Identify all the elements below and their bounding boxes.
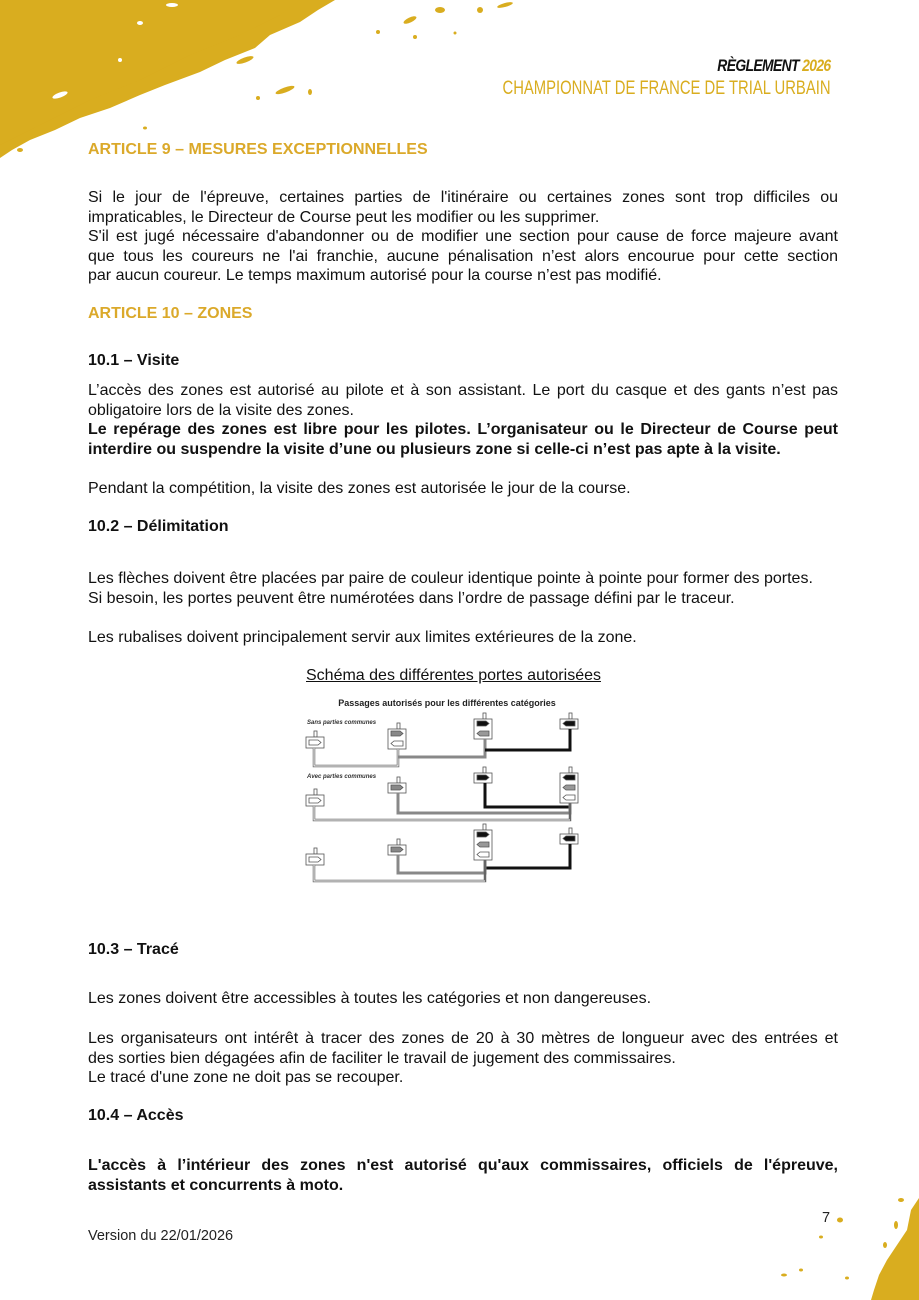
section-10-1-bold-paragraph: Le repérage des zones est libre pour les pilotes. L’organisateur ou le Directeur de Course peut interdire ou suspendre la visite d’une ou plusieurs zone si celle-ci n’est pas apte à la visite. — [88, 421, 838, 458]
gates-diagram — [302, 693, 592, 888]
regulation-title-main: RÈGLEMENT — [717, 56, 800, 75]
section-10-1-paragraph-2: Pendant la compétition, la visite des zones est autorisée le jour de la course. — [88, 480, 631, 497]
section-10-4-title: 10.4 – Accès — [88, 1107, 184, 1124]
article-9-title: ARTICLE 9 – MESURES EXCEPTIONNELLES — [88, 141, 428, 158]
regulation-title — [486, 56, 831, 76]
section-10-2-paragraph: Les flèches doivent être placées par paire de couleur identique pointe à pointe pour former des portes. Si besoin, les portes peuvent être numérotées dans l’ordre de passage défini par le traceur. — [88, 570, 813, 607]
championship-subtitle: CHAMPIONNAT DE FRANCE DE TRIAL URBAIN — [502, 78, 831, 99]
article-9-paragraph: Si le jour de l'épreuve, certaines parties de l'itinéraire ou certaines zones sont trop difficiles ou impraticables, le Directeur de Course peut les modifier ou les supprimer. S'il est jugé nécessaire d'abandonner ou de modifier une section pour cause de force majeure avant que tous les coureurs ne l'ai franchie, aucune pénalisation n’est alors encourue pour cette section par aucun coureur. Le temps maximum autorisé pour la course n’est pas modifié. — [88, 189, 838, 284]
diagram-label-row2: Avec parties communes — [307, 774, 377, 780]
schema-caption: Schéma des différentes portes autorisées — [306, 667, 601, 684]
document-header — [410, 56, 831, 100]
footer-version: Version du 22/01/2026 — [88, 1228, 234, 1244]
regulation-year: 2026 — [802, 56, 831, 75]
article-10-title: ARTICLE 10 – ZONES — [88, 305, 253, 322]
section-10-3-title: 10.3 – Tracé — [88, 941, 179, 958]
section-10-4-paragraph: L'accès à l’intérieur des zones n'est autorisé qu'aux commissaires, officiels de l'épreuve, assistants et concurrents à moto. — [88, 1157, 838, 1194]
paint-splash-decoration-bottom — [779, 1190, 919, 1300]
section-10-3-paragraph: Les zones doivent être accessibles à toutes les catégories et non dangereuses. — [88, 990, 652, 1007]
page-number: 7 — [822, 1210, 831, 1226]
section-10-1-title: 10.1 – Visite — [88, 352, 180, 369]
section-10-3-paragraph-2: Les organisateurs ont intérêt à tracer des zones de 20 à 30 mètres de longueur avec des entrées et des sorties bien dégagées afin de faciliter le travail de jugement des commissaires. Le tracé d'une zone ne doit pas se recouper. — [88, 1030, 838, 1086]
section-10-2-paragraph-2: Les rubalises doivent principalement servir aux limites extérieures de la zone. — [88, 629, 637, 646]
diagram-title: Passages autorisés pour les différentes catégories — [338, 698, 556, 708]
section-10-2-title: 10.2 – Délimitation — [88, 518, 229, 535]
diagram-label-row1: Sans parties communes — [307, 720, 377, 726]
section-10-1-paragraph: L’accès des zones est autorisé au pilote et à son assistant. Le port du casque et des gants n’est pas obligatoire lors de la visite des zones. — [88, 382, 838, 419]
